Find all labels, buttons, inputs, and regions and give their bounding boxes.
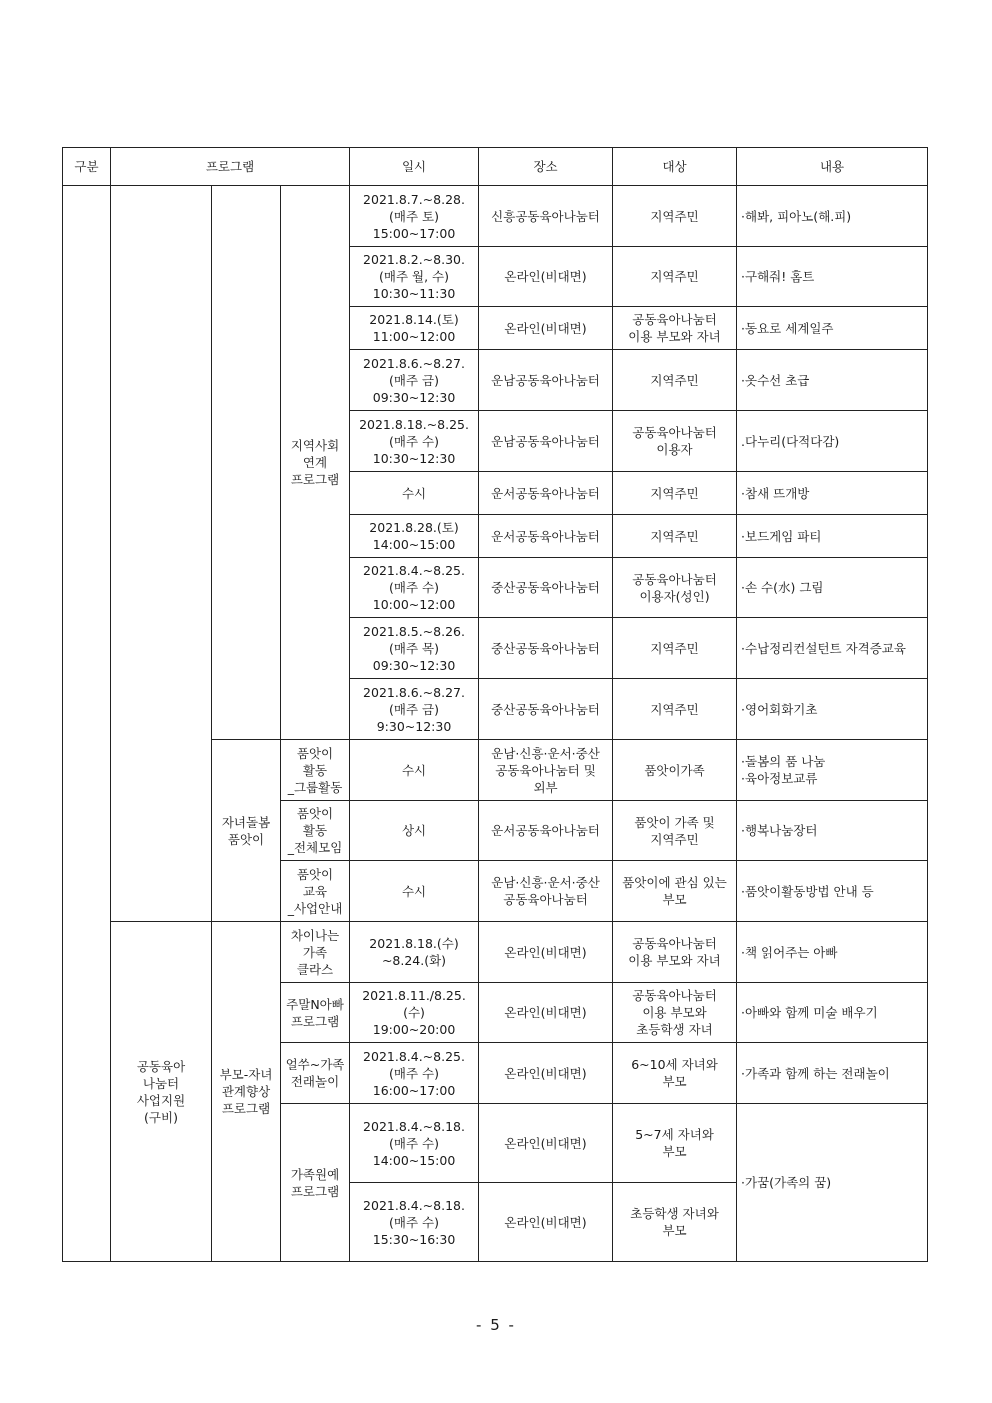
place-cell: 온라인(비대면) bbox=[479, 1104, 613, 1183]
target-cell: 공동육아나눔터 이용 부모와 자녀 bbox=[613, 307, 737, 350]
target-cell: 지역주민 bbox=[613, 679, 737, 740]
date-cell: 2021.8.4.~8.18. (매주 수) 15:30~16:30 bbox=[350, 1183, 479, 1262]
place-cell: 운남공동육아나눔터 bbox=[479, 411, 613, 472]
place-cell: 온라인(비대면) bbox=[479, 307, 613, 350]
date-cell: 2021.8.4.~8.25. (매주 수) 16:00~17:00 bbox=[350, 1043, 479, 1104]
target-cell: 품앗이가족 bbox=[613, 740, 737, 801]
table-row bbox=[63, 186, 928, 247]
sub-program-cell: 품앗이 활동 _전체모임 bbox=[281, 801, 350, 861]
header-place: 장소 bbox=[479, 148, 613, 186]
date-cell: 2021.8.5.~8.26. (매주 목) 09:30~12:30 bbox=[350, 618, 479, 679]
header-date: 일시 bbox=[350, 148, 479, 186]
date-cell: 2021.8.4.~8.18. (매주 수) 14:00~15:00 bbox=[350, 1104, 479, 1183]
target-cell: 초등학생 자녀와 부모 bbox=[613, 1183, 737, 1262]
table-row bbox=[63, 922, 928, 983]
place-cell: 신흥공동육아나눔터 bbox=[479, 186, 613, 247]
date-cell: 2021.8.18.~8.25. (매주 수) 10:30~12:30 bbox=[350, 411, 479, 472]
content-cell: ·구해줘! 홈트 bbox=[737, 247, 928, 307]
place-cell: 운남공동육아나눔터 bbox=[479, 350, 613, 411]
date-cell: 2021.8.14.(토) 11:00~12:00 bbox=[350, 307, 479, 350]
gubun-cell bbox=[63, 186, 111, 1262]
target-cell: 지역주민 bbox=[613, 618, 737, 679]
place-cell: 중산공동육아나눔터 bbox=[479, 558, 613, 618]
content-cell: ·책 읽어주는 아빠 bbox=[737, 922, 928, 983]
place-cell: 온라인(비대면) bbox=[479, 1183, 613, 1262]
category-cell-upper bbox=[111, 186, 212, 922]
content-cell: ·가족과 함께 하는 전래놀이 bbox=[737, 1043, 928, 1104]
sub-program-cell: 품앗이 교육 _사업안내 bbox=[281, 861, 350, 922]
target-cell: 공동육아나눔터 이용 부모와 자녀 bbox=[613, 922, 737, 983]
target-cell: 지역주민 bbox=[613, 350, 737, 411]
header-row bbox=[63, 148, 928, 186]
place-cell: 중산공동육아나눔터 bbox=[479, 618, 613, 679]
date-cell: 2021.8.18.(수) ~8.24.(화) bbox=[350, 922, 479, 983]
sub-program-cell: 차이나는 가족 클라스 bbox=[281, 922, 350, 983]
place-cell: 운서공동육아나눔터 bbox=[479, 801, 613, 861]
date-cell: 수시 bbox=[350, 740, 479, 801]
place-cell: 운서공동육아나눔터 bbox=[479, 515, 613, 558]
date-cell: 상시 bbox=[350, 801, 479, 861]
group-community: 지역사회 연계 프로그램 bbox=[281, 186, 350, 740]
date-cell: 2021.8.6.~8.27. (매주 금) 9:30~12:30 bbox=[350, 679, 479, 740]
header-gubun: 구분 bbox=[63, 148, 111, 186]
content-cell: ·품앗이활동방법 안내 등 bbox=[737, 861, 928, 922]
target-cell: 품앗이 가족 및 지역주민 bbox=[613, 801, 737, 861]
group-support: 공동육아 나눔터 사업지원 (구비) bbox=[111, 922, 212, 1262]
target-cell: 5~7세 자녀와 부모 bbox=[613, 1104, 737, 1183]
place-cell: 온라인(비대면) bbox=[479, 983, 613, 1043]
date-cell: 2021.8.6.~8.27. (매주 금) 09:30~12:30 bbox=[350, 350, 479, 411]
content-cell: ·동요로 세계일주 bbox=[737, 307, 928, 350]
sub-program-cell: 얼쑤~가족 전래놀이 bbox=[281, 1043, 350, 1104]
target-cell: 품앗이에 관심 있는 부모 bbox=[613, 861, 737, 922]
date-cell: 2021.8.2.~8.30. (매주 월, 수) 10:30~11:30 bbox=[350, 247, 479, 307]
page-number: - 5 - bbox=[476, 1316, 516, 1334]
place-cell: 운서공동육아나눔터 bbox=[479, 472, 613, 515]
target-cell: 공동육아나눔터 이용 부모와 초등학생 자녀 bbox=[613, 983, 737, 1043]
group-pumasi: 자녀돌봄 품앗이 bbox=[212, 740, 281, 922]
target-cell: 공동육아나눔터 이용자(성인) bbox=[613, 558, 737, 618]
date-cell: 수시 bbox=[350, 472, 479, 515]
target-cell: 6~10세 자녀와 부모 bbox=[613, 1043, 737, 1104]
place-cell: 온라인(비대면) bbox=[479, 1043, 613, 1104]
date-cell: 2021.8.7.~8.28. (매주 토) 15:00~17:00 bbox=[350, 186, 479, 247]
place-cell: 온라인(비대면) bbox=[479, 922, 613, 983]
target-cell: 공동육아나눔터 이용자 bbox=[613, 411, 737, 472]
group-family: 가족원예 프로그램 bbox=[281, 1104, 350, 1262]
header-target: 대상 bbox=[613, 148, 737, 186]
place-cell: 운남·신흥·운서·중산 공동육아나눔터 bbox=[479, 861, 613, 922]
content-cell: ·옷수선 초급 bbox=[737, 350, 928, 411]
content-cell: ·가꿈(가족의 꿈) bbox=[737, 1104, 928, 1262]
content-cell: ·돌봄의 품 나눔 ·육아정보교류 bbox=[737, 740, 928, 801]
place-cell: 온라인(비대면) bbox=[479, 247, 613, 307]
group-parent: 부모-자녀 관계향상 프로그램 bbox=[212, 922, 281, 1262]
content-cell: ·보드게임 파티 bbox=[737, 515, 928, 558]
place-cell: 운남·신흥·운서·중산 공동육아나눔터 및 외부 bbox=[479, 740, 613, 801]
content-cell: ·아빠와 함께 미술 배우기 bbox=[737, 983, 928, 1043]
content-cell: ·참새 뜨개방 bbox=[737, 472, 928, 515]
content-cell: ·수납정리컨설턴트 자격증교육 bbox=[737, 618, 928, 679]
content-cell: ·해봐, 피아노(해.피) bbox=[737, 186, 928, 247]
sub-program-cell: 주말N아빠 프로그램 bbox=[281, 983, 350, 1043]
content-cell: ·손 수(水) 그림 bbox=[737, 558, 928, 618]
content-cell: ·영어회화기초 bbox=[737, 679, 928, 740]
content-cell: ·행복나눔장터 bbox=[737, 801, 928, 861]
date-cell: 수시 bbox=[350, 861, 479, 922]
program-schedule-table bbox=[62, 147, 928, 1262]
target-cell: 지역주민 bbox=[613, 247, 737, 307]
header-program: 프로그램 bbox=[111, 148, 350, 186]
place-cell: 중산공동육아나눔터 bbox=[479, 679, 613, 740]
sub-category-blank bbox=[212, 186, 281, 740]
date-cell: 2021.8.28.(토) 14:00~15:00 bbox=[350, 515, 479, 558]
target-cell: 지역주민 bbox=[613, 515, 737, 558]
target-cell: 지역주민 bbox=[613, 186, 737, 247]
date-cell: 2021.8.11./8.25.(수) 19:00~20:00 bbox=[350, 983, 479, 1043]
header-content: 내용 bbox=[737, 148, 928, 186]
sub-program-cell: 품앗이 활동 _그룹활동 bbox=[281, 740, 350, 801]
target-cell: 지역주민 bbox=[613, 472, 737, 515]
content-cell: .다누리(다적다감) bbox=[737, 411, 928, 472]
date-cell: 2021.8.4.~8.25. (매주 수) 10:00~12:00 bbox=[350, 558, 479, 618]
